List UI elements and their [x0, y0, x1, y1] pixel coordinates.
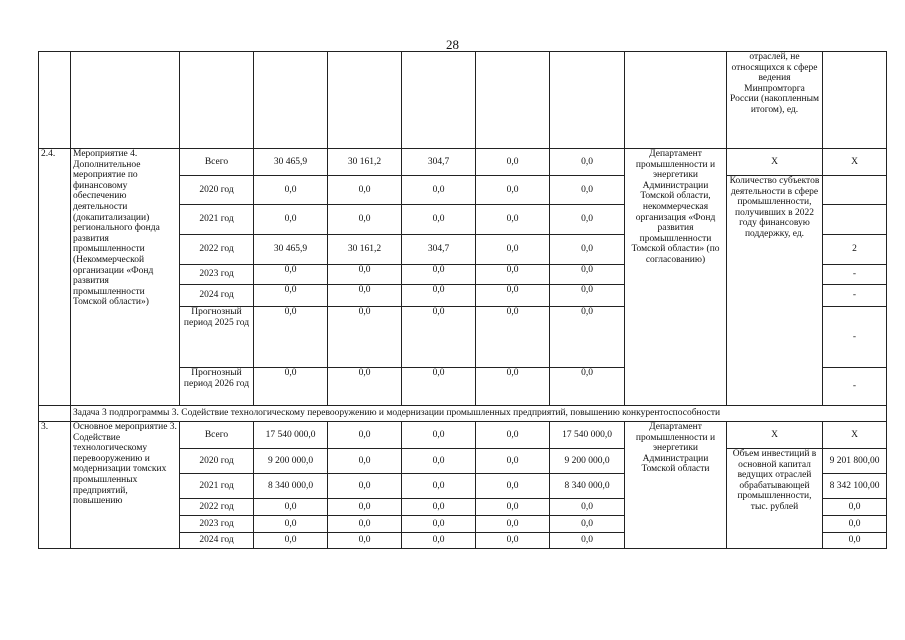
indicator-value: Х — [823, 149, 887, 176]
total-cell: 0,0 — [254, 499, 328, 516]
amount-cell: 0,0 — [476, 235, 550, 265]
indicator-value: 0,0 — [823, 516, 887, 533]
total-cell: 0,0 — [254, 368, 328, 406]
amount-cell: 304,7 — [402, 149, 476, 176]
cont-cell-c2 — [402, 52, 476, 149]
amount-cell: 0,0 — [476, 265, 550, 285]
amount-cell: 0,0 — [328, 449, 402, 474]
period-label: 2022 год — [180, 499, 254, 516]
period-label: 2020 год — [180, 176, 254, 205]
executor: Департамент промышленности и энергетики Администрации Томской области, некоммерческая организация «Фонд развития промышленности Томской области» (по согласованию) — [625, 149, 727, 406]
period-label: 2022 год — [180, 235, 254, 265]
amount-cell: 0,0 — [328, 499, 402, 516]
amount-cell: 0,0 — [402, 516, 476, 533]
amount-cell: 0,0 — [402, 265, 476, 285]
indicator-value — [823, 205, 887, 235]
amount-cell: 0,0 — [328, 285, 402, 307]
amount-cell: 9 200 000,0 — [550, 449, 625, 474]
cont-cell-name — [71, 52, 180, 149]
amount-cell: 30 161,2 — [328, 235, 402, 265]
activity-name: Основное мероприятие 3. Содействие технологическому перевооружению и модернизации томских промышленных предприятий, повышению — [71, 422, 180, 549]
indicator-description: Количество субъектов деятельности в сфере промышленности, получивших в 2022 году финансовую поддержку, ед. — [727, 176, 823, 406]
cont-cell-period — [180, 52, 254, 149]
row-number: 2.4. — [39, 149, 71, 406]
activity-name: Мероприятие 4. Дополнительное мероприятие по финансовому обеспечению деятельности (докапитализации) регионального фонда развития промышленности (Некоммерческой организации «Фонд развития промышленности Томской области») — [71, 149, 180, 406]
amount-cell: 0,0 — [402, 533, 476, 549]
indicator-header: Х — [727, 422, 823, 449]
cont-cell-executor — [625, 52, 727, 149]
cont-indicator-text: отраслей, не относящихся к сфере ведения Минпромторга России (накопленным итогом), ед. — [727, 52, 823, 149]
total-cell: 30 465,9 — [254, 149, 328, 176]
amount-cell: 0,0 — [550, 368, 625, 406]
task-title: Задача 3 подпрограммы 3. Содействие технологическому перевооружению и модернизации промышленных предприятий, повышению конкурентоспособности — [71, 406, 887, 422]
period-label: 2023 год — [180, 516, 254, 533]
executor: Департамент промышленности и энергетики Администрации Томской области — [625, 422, 727, 549]
amount-cell: 0,0 — [402, 449, 476, 474]
amount-cell: 0,0 — [328, 422, 402, 449]
amount-cell: 0,0 — [476, 533, 550, 549]
amount-cell: 0,0 — [550, 285, 625, 307]
amount-cell: 0,0 — [476, 499, 550, 516]
amount-cell: 0,0 — [476, 285, 550, 307]
amount-cell: 0,0 — [402, 205, 476, 235]
period-label: Всего — [180, 422, 254, 449]
period-label: 2023 год — [180, 265, 254, 285]
amount-cell: 0,0 — [476, 516, 550, 533]
total-cell: 0,0 — [254, 307, 328, 368]
indicator-header: Х — [727, 149, 823, 176]
period-label: Прогнозный период 2025 год — [180, 307, 254, 368]
cont-cell-c4 — [550, 52, 625, 149]
indicator-value: 9 201 800,00 — [823, 449, 887, 474]
indicator-value: - — [823, 285, 887, 307]
total-cell: 30 465,9 — [254, 235, 328, 265]
task-row — [39, 406, 887, 422]
amount-cell: 0,0 — [402, 422, 476, 449]
amount-cell: 0,0 — [476, 422, 550, 449]
indicator-value: Х — [823, 422, 887, 449]
total-cell: 0,0 — [254, 285, 328, 307]
amount-cell: 0,0 — [550, 265, 625, 285]
amount-cell: 0,0 — [476, 205, 550, 235]
indicator-value — [823, 176, 887, 205]
cont-cell-value — [823, 52, 887, 149]
amount-cell: 0,0 — [476, 368, 550, 406]
amount-cell: 0,0 — [402, 176, 476, 205]
period-label: 2024 год — [180, 533, 254, 549]
table-row — [39, 149, 887, 176]
period-label: Всего — [180, 149, 254, 176]
amount-cell: 304,7 — [402, 235, 476, 265]
indicator-value: 8 342 100,00 — [823, 474, 887, 499]
amount-cell: 17 540 000,0 — [550, 422, 625, 449]
indicator-value: - — [823, 265, 887, 285]
total-cell: 8 340 000,0 — [254, 474, 328, 499]
task-num-cell — [39, 406, 71, 422]
amount-cell: 0,0 — [550, 176, 625, 205]
amount-cell: 0,0 — [328, 516, 402, 533]
period-label: 2021 год — [180, 205, 254, 235]
amount-cell: 0,0 — [402, 307, 476, 368]
period-label: 2020 год — [180, 449, 254, 474]
total-cell: 0,0 — [254, 533, 328, 549]
amount-cell: 0,0 — [328, 474, 402, 499]
amount-cell: 0,0 — [550, 149, 625, 176]
amount-cell: 0,0 — [328, 533, 402, 549]
cont-cell-total — [254, 52, 328, 149]
amount-cell: 0,0 — [550, 205, 625, 235]
amount-cell: 0,0 — [328, 176, 402, 205]
total-cell: 9 200 000,0 — [254, 449, 328, 474]
continuation-row — [39, 52, 887, 149]
amount-cell: 0,0 — [550, 533, 625, 549]
amount-cell: 0,0 — [550, 499, 625, 516]
amount-cell: 0,0 — [550, 235, 625, 265]
program-table — [38, 51, 887, 549]
amount-cell: 0,0 — [402, 368, 476, 406]
cont-cell-c3 — [476, 52, 550, 149]
amount-cell: 0,0 — [550, 516, 625, 533]
row-number: 3. — [39, 422, 71, 549]
amount-cell: 0,0 — [476, 307, 550, 368]
total-cell: 0,0 — [254, 176, 328, 205]
total-cell: 17 540 000,0 — [254, 422, 328, 449]
indicator-value: 2 — [823, 235, 887, 265]
cont-cell-c1 — [328, 52, 402, 149]
cont-cell-num — [39, 52, 71, 149]
amount-cell: 0,0 — [402, 499, 476, 516]
amount-cell: 0,0 — [402, 474, 476, 499]
page-number: 28 — [446, 37, 459, 52]
amount-cell: 0,0 — [550, 307, 625, 368]
total-cell: 0,0 — [254, 265, 328, 285]
amount-cell: 8 340 000,0 — [550, 474, 625, 499]
indicator-value: - — [823, 368, 887, 406]
amount-cell: 0,0 — [328, 307, 402, 368]
table-row — [39, 422, 887, 449]
total-cell: 0,0 — [254, 205, 328, 235]
amount-cell: 0,0 — [476, 474, 550, 499]
amount-cell: 0,0 — [476, 449, 550, 474]
indicator-description: Объем инвестиций в основной капитал ведущих отраслей обрабатывающей промышленности, тыс. рублей — [727, 449, 823, 549]
amount-cell: 0,0 — [328, 205, 402, 235]
amount-cell: 0,0 — [328, 265, 402, 285]
total-cell: 0,0 — [254, 516, 328, 533]
period-label: Прогнозный период 2026 год — [180, 368, 254, 406]
amount-cell: 0,0 — [476, 149, 550, 176]
period-label: 2021 год — [180, 474, 254, 499]
amount-cell: 0,0 — [402, 285, 476, 307]
indicator-value: 0,0 — [823, 499, 887, 516]
indicator-value: 0,0 — [823, 533, 887, 549]
amount-cell: 0,0 — [328, 368, 402, 406]
amount-cell: 30 161,2 — [328, 149, 402, 176]
period-label: 2024 год — [180, 285, 254, 307]
amount-cell: 0,0 — [476, 176, 550, 205]
indicator-value: - — [823, 307, 887, 368]
